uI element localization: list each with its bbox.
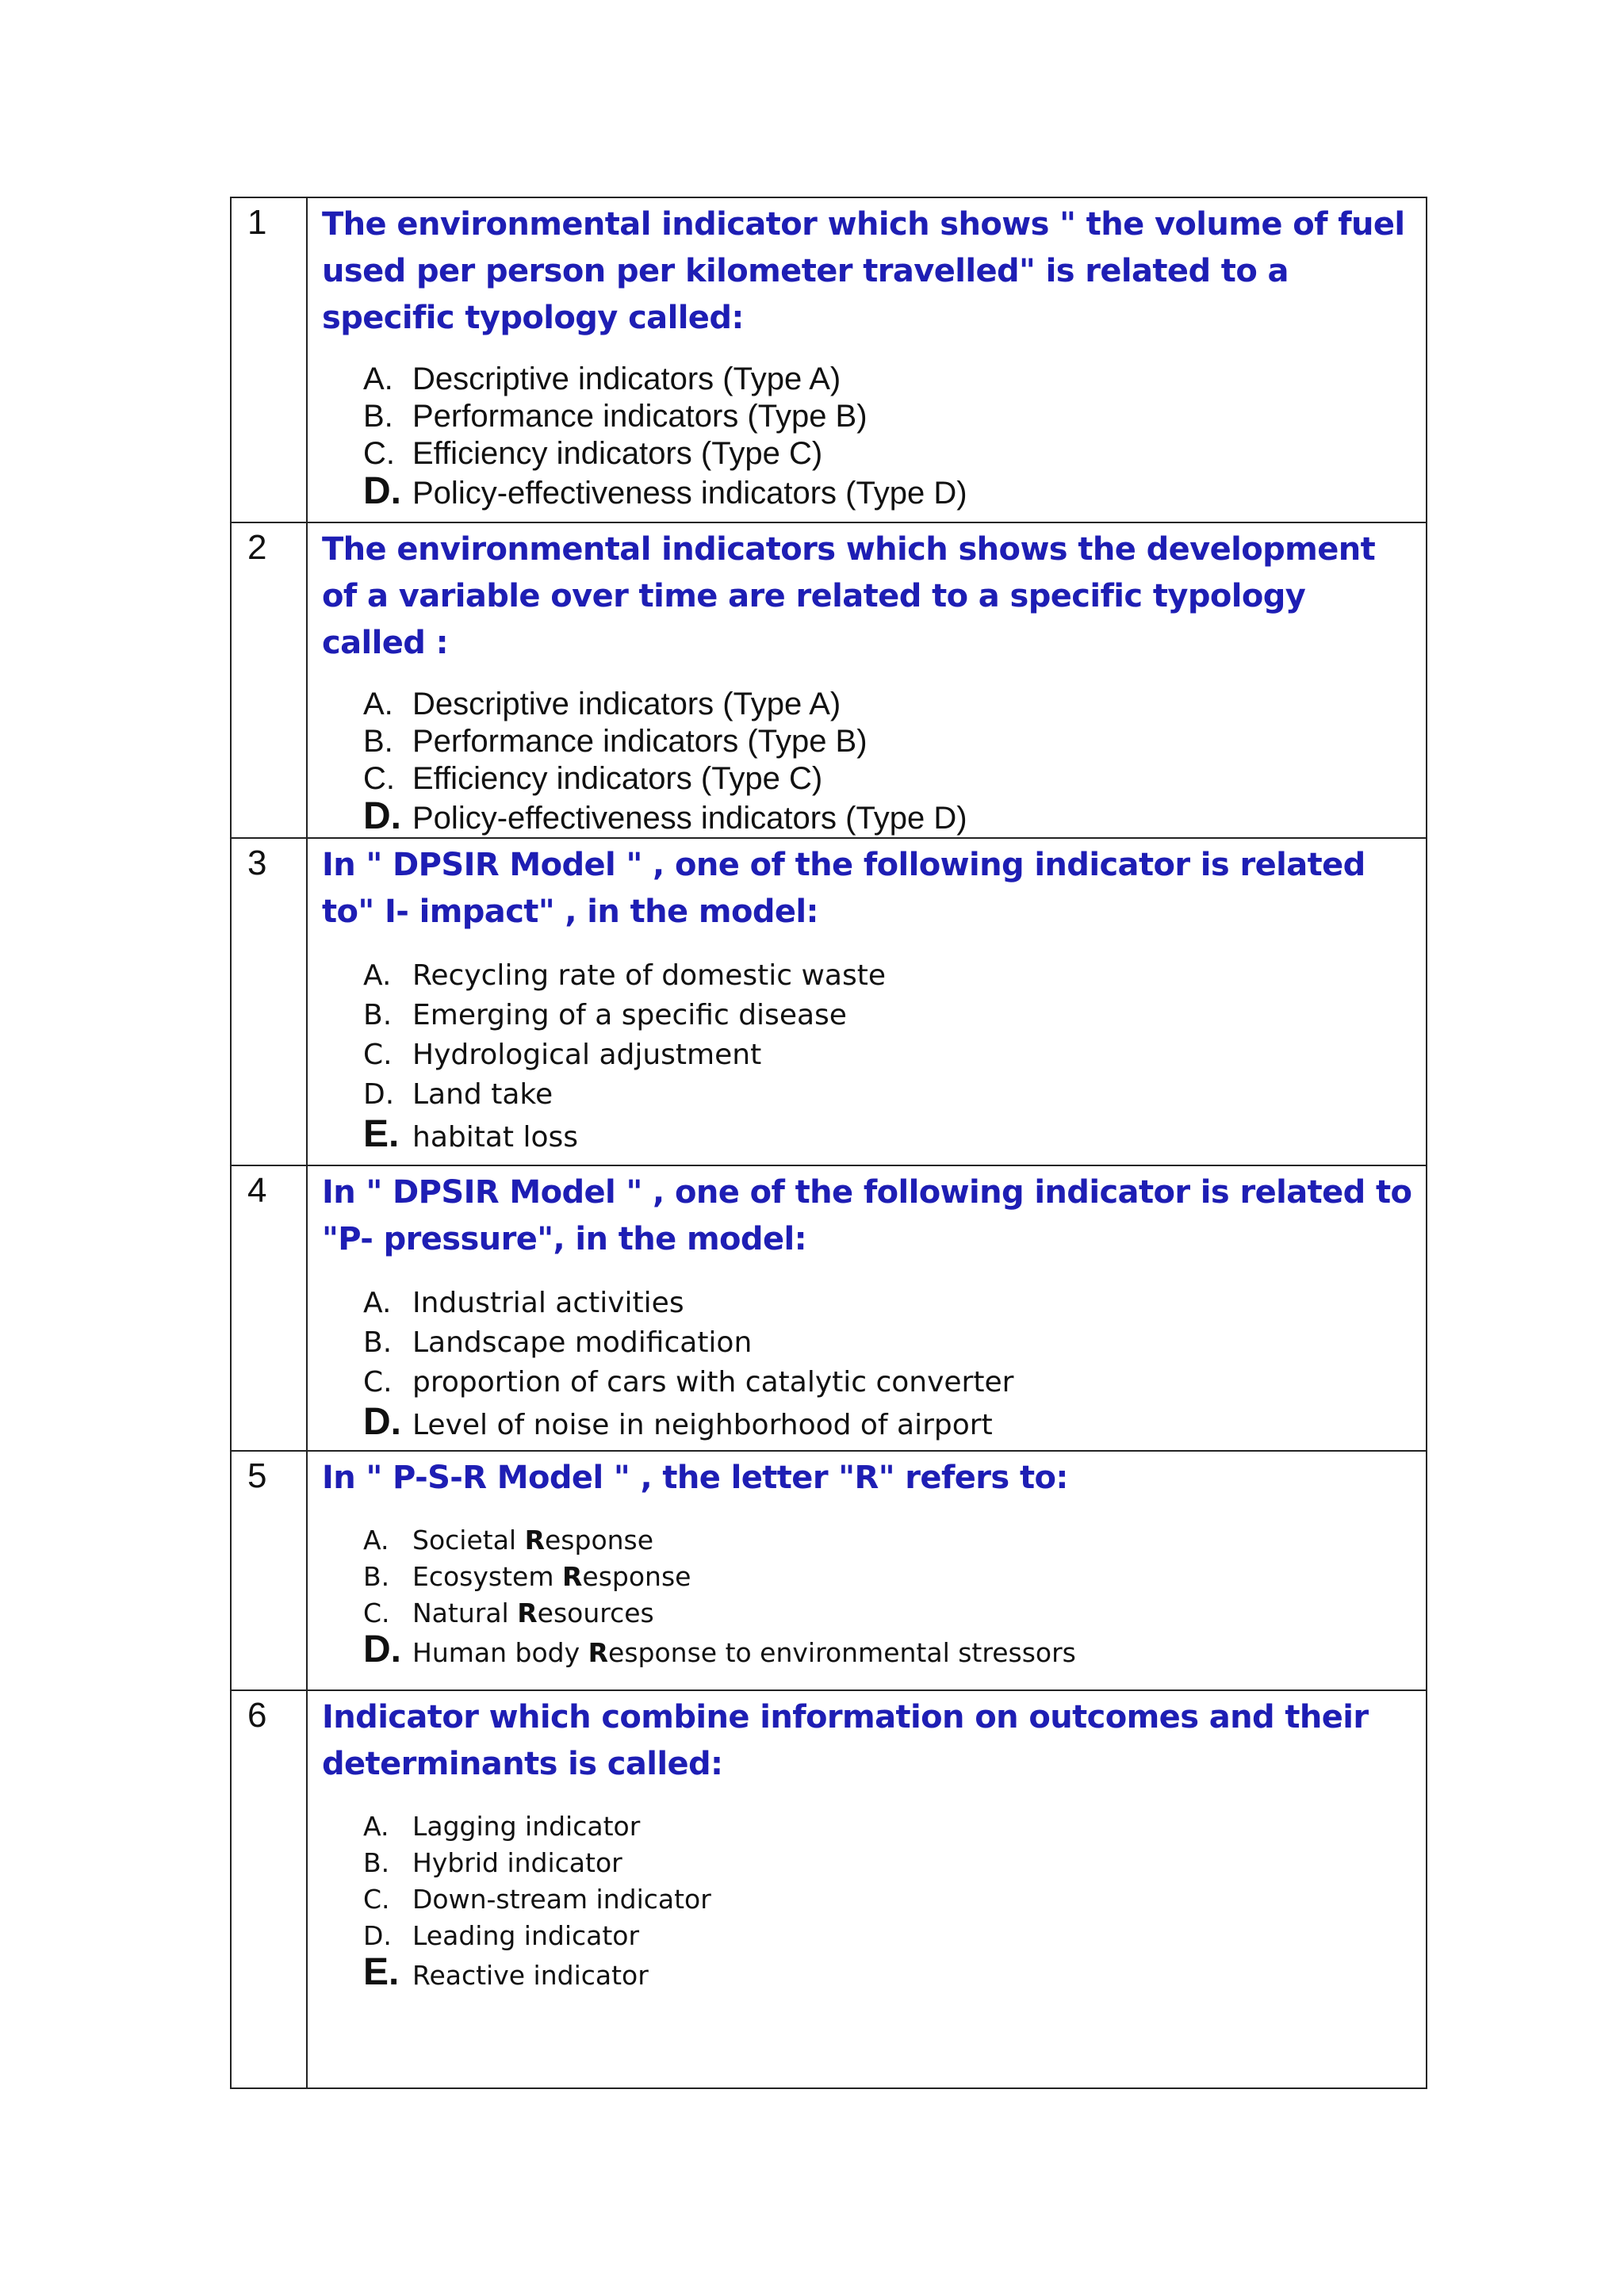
question-cell [307,1165,1427,1451]
option-text-bold: R [588,1637,609,1668]
option-letter: B. [363,1561,390,1592]
option-text: habitat loss [412,1121,579,1154]
option-text: Efficiency indicators (Type C) [412,761,823,796]
question-row [231,197,1427,522]
option-letter: A. [363,362,393,396]
options-list [322,1808,1418,1994]
option-text-suffix: esponse [545,1525,654,1556]
option-text: Descriptive indicators (Type A) [412,687,841,721]
option-text: Descriptive indicators (Type A) [412,362,841,396]
option-letter: C. [363,761,395,796]
option-text: proportion of cars with catalytic converter [412,1366,1014,1399]
option-text-suffix: esources [537,1598,654,1628]
options-list [322,686,1418,837]
option-letter: C. [363,1366,393,1399]
option-item [363,1595,1418,1632]
option-item [363,1845,1418,1881]
option-item [363,1284,1418,1323]
option-text-suffix: esponse [582,1561,691,1592]
option-item [363,1628,1418,1671]
option-letter: A. [363,959,392,992]
option-item [363,760,1418,798]
option-text: Down-stream indicator [412,1884,711,1915]
option-item [363,1522,1418,1559]
option-text: Industrial activities [412,1287,684,1319]
quiz-table [230,197,1427,2089]
option-letter: B. [363,1847,390,1878]
option-item [363,1808,1418,1845]
option-text-bold: R [517,1598,538,1628]
option-item [363,956,1418,996]
option-item [363,1918,1418,1954]
option-text: Performance indicators (Type B) [412,399,868,434]
option-letter: D. [363,470,401,512]
option-text-prefix: Societal [412,1525,525,1556]
option-letter: A. [363,687,393,721]
option-text: Leading indicator [412,1920,640,1951]
question-cell [307,1451,1427,1690]
question-text: In " P-S-R Model " , the letter "R" refers to: [322,1460,1068,1496]
option-letter: D. [363,1628,401,1670]
option-item [363,1951,1418,1994]
option-text: Lagging indicator [412,1811,641,1842]
question-text: Indicator which combine information on outcomes and their determinants is called: [322,1699,1369,1782]
option-letter: E. [363,1113,400,1155]
option-item [363,795,1418,837]
option-letter: D. [363,1078,395,1111]
option-item [363,1323,1418,1363]
option-text [412,1522,653,1559]
option-item [363,1881,1418,1918]
option-item [363,398,1418,435]
option-item [363,996,1418,1035]
option-text: Recycling rate of domestic waste [412,959,886,992]
question-number: 3 [231,838,307,1165]
question-text: The environmental indicators which shows the development of a variable over time are related to a specific typology called : [322,531,1376,661]
option-text: Policy-effectiveness indicators (Type D) [412,476,967,511]
option-text-prefix: Human body [412,1637,588,1668]
question-row [231,1451,1427,1690]
options-list [322,1522,1418,1671]
option-letter: C. [363,436,395,471]
option-letter: A. [363,1811,389,1842]
question-cell [307,1690,1427,2088]
question-number: 4 [231,1165,307,1451]
option-letter: D. [363,1920,392,1951]
option-text: Policy-effectiveness indicators (Type D) [412,801,967,836]
question-text: The environmental indicator which shows " the volume of fuel used per person per kilometer travelled" is related to a specific typology called: [322,206,1405,336]
question-text: In " DPSIR Model " , one of the following indicator is related to "P- pressure", in the model: [322,1174,1412,1257]
option-letter: D. [363,795,401,837]
option-item [363,1115,1418,1158]
option-letter: C. [363,1039,393,1071]
question-text: In " DPSIR Model " , one of the following indicator is related to" I- impact" , in the model: [322,847,1365,930]
option-item [363,361,1418,398]
question-number: 5 [231,1451,307,1690]
question-cell [307,838,1427,1165]
option-item [363,470,1418,512]
question-row [231,838,1427,1165]
option-item [363,1402,1418,1445]
option-text-bold: R [524,1525,545,1556]
options-list [322,1284,1418,1445]
question-cell [307,522,1427,838]
option-text: Land take [412,1078,553,1111]
option-text-bold: R [561,1561,583,1592]
option-text-prefix: Natural [412,1598,518,1628]
option-item [363,1363,1418,1402]
option-text: Hydrological adjustment [412,1039,762,1071]
option-text [412,1635,1076,1671]
option-letter: A. [363,1287,392,1319]
option-letter: B. [363,999,393,1031]
question-row [231,1690,1427,2088]
option-text: Landscape modification [412,1326,753,1359]
options-list [322,361,1418,512]
option-text [412,1595,654,1632]
option-letter: C. [363,1884,390,1915]
question-row [231,522,1427,838]
option-item [363,435,1418,473]
option-text [412,1559,691,1595]
question-number: 2 [231,522,307,838]
question-number: 6 [231,1690,307,2088]
option-text: Reactive indicator [412,1960,649,1991]
option-text-prefix: Ecosystem [412,1561,562,1592]
option-letter: B. [363,724,393,759]
question-number: 1 [231,197,307,522]
option-letter: B. [363,1326,393,1359]
option-text: Performance indicators (Type B) [412,724,868,759]
option-letter: A. [363,1525,389,1556]
option-text: Hybrid indicator [412,1847,622,1878]
option-item [363,686,1418,723]
option-text: Efficiency indicators (Type C) [412,436,823,471]
option-text: Emerging of a specific disease [412,999,847,1031]
option-text: Level of noise in neighborhood of airport [412,1409,993,1441]
option-item [363,1559,1418,1595]
option-item [363,1075,1418,1115]
option-letter: C. [363,1598,390,1628]
option-text-suffix: esponse to environmental stressors [608,1637,1076,1668]
option-letter: B. [363,399,393,434]
question-row [231,1165,1427,1451]
option-item [363,1035,1418,1075]
question-cell [307,197,1427,522]
option-letter: D. [363,1401,401,1443]
options-list [322,956,1418,1158]
option-letter: E. [363,1951,400,1993]
option-item [363,723,1418,760]
